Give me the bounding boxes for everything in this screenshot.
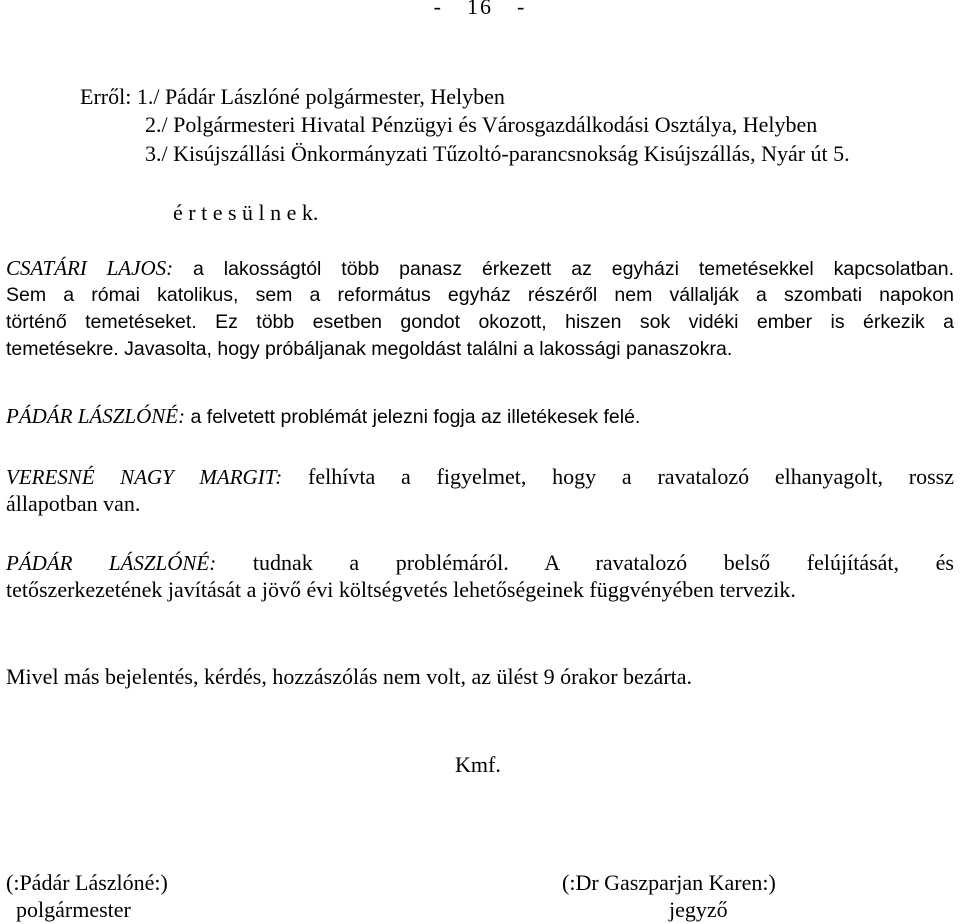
recipient-item: 3./ Kisújszállási Önkormányzati Tűzoltó-parancsnokság Kisújszállás, Nyár út 5. (145, 141, 850, 166)
entry-line (6, 255, 954, 282)
recipient-item: 2./ Polgármesteri Hivatal Pénzügyi és Városgazdálkodási Osztálya, Helyben (145, 112, 818, 137)
speaker-name: PÁDÁR LÁSZLÓNÉ: (6, 404, 186, 428)
page-number (0, 0, 960, 20)
kmf-label: Kmf. (455, 752, 501, 777)
entry-line: tetőszerkezetének javítását a jövő évi költségvetés lehetőségeinek függvényében tervezik. (6, 577, 796, 602)
entry-line: történő temetéseket. Ez több esetben gondot okozott, hiszen sok vidéki ember is érkezik a (6, 311, 954, 333)
minutes-entry (6, 255, 954, 363)
signature-name: (:Dr Gaszparjan Karen:) (562, 870, 776, 895)
entry-line (6, 403, 954, 430)
entry-text: tudnak a problémáról. A ravatalozó belső felújítását, és (252, 550, 954, 575)
recipients-intro: Erről: (80, 84, 132, 109)
entry-line: temetésekre. Javasolta, hogy próbáljanak megoldást találni a lakossági panaszokra. (6, 338, 733, 360)
speaker-name: PÁDÁR LÁSZLÓNÉ: (6, 551, 217, 575)
minutes-entry (6, 549, 954, 603)
signature-title: jegyző (669, 897, 728, 922)
entry-text: a felvetett problémát jelezni fogja az illetékesek felé. (190, 406, 641, 428)
speaker-name: VERESNÉ NAGY MARGIT: (6, 465, 283, 489)
minutes-entry (6, 403, 954, 430)
page-number-dash-left: - (433, 0, 443, 19)
signature-name: (:Pádár Lászlóné:) (6, 870, 168, 895)
recipient-item: 1./ Pádár Lászlóné polgármester, Helyben (136, 84, 505, 109)
page-number-dash-right: - (517, 0, 527, 19)
entry-line (6, 549, 954, 576)
signature-title: polgármester (16, 897, 131, 922)
closing-statement: Mivel más bejelentés, kérdés, hozzászólás nem volt, az ülést 9 órakor bezárta. (6, 664, 693, 689)
recipients-line-1 (80, 84, 505, 110)
entry-text: felhívta a figyelmet, hogy a ravatalozó elhanyagolt, rossz (308, 464, 954, 489)
entry-line (6, 463, 954, 490)
entry-text: a lakosságtól több panasz érkezett az egyházi temetésekkel kapcsolatban. (193, 258, 955, 280)
page-number-value: 16 (467, 0, 493, 19)
entry-line: Sem a római katolikus, sem a református egyház részéről nem vállalják a szombati napokon (6, 284, 954, 306)
recipients-closing: é r t e s ü l n e k. (173, 200, 319, 225)
entry-line: állapotban van. (6, 491, 141, 516)
minutes-entry (6, 463, 954, 517)
speaker-name: CSATÁRI LAJOS: (6, 256, 174, 280)
